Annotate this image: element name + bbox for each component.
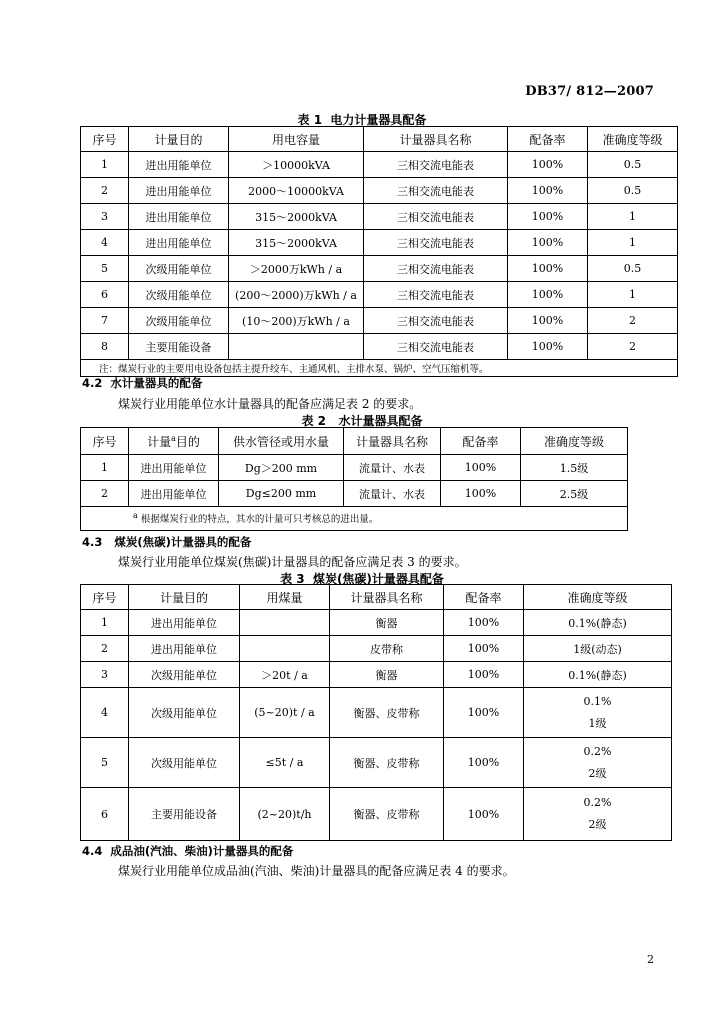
table-cell: 次级用能单位 [129,662,240,688]
table-row [81,230,678,256]
table-cell: 衡器 [330,662,444,688]
table-cell: 三相交流电能表 [364,178,508,204]
table-cell: 1 [81,455,129,481]
table-cell: 进出用能单位 [129,152,229,178]
table-cell: 主要用能设备 [129,334,229,360]
table-cell: 5 [81,738,129,788]
table-cell: 流量计、水表 [344,455,441,481]
table-cell [229,334,364,360]
table-row [81,334,678,360]
table-cell: 100% [508,230,588,256]
table-cell: 主要用能设备 [129,788,240,841]
table-cell: ＞20t / a [240,662,330,688]
table-row [81,178,678,204]
table3-header-row [81,585,672,610]
table1-header-row [81,127,678,152]
table-cell: 进出用能单位 [129,178,229,204]
table-cell: 100% [441,455,521,481]
table1-header: 计量器具名称 [364,127,508,152]
table-cell: 衡器 [330,610,444,636]
table-cell: 100% [444,738,524,788]
table-row [81,738,672,788]
table-cell: 三相交流电能表 [364,152,508,178]
table-cell: 315～2000kVA [229,230,364,256]
table-cell: 1 [588,204,678,230]
table-cell: 皮带称 [330,636,444,662]
table-row [81,610,672,636]
table-cell: 次级用能单位 [129,688,240,738]
table-cell: 1 [81,610,129,636]
table-cell: 1级(动态) [524,636,672,662]
table1-note-row [81,360,678,377]
table-cell: 100% [444,610,524,636]
table-cell: ＞2000万kWh / a [229,256,364,282]
table-cell: 100% [508,256,588,282]
section-4-3-paragraph: 煤炭行业用能单位煤炭(焦碳)计量器具的配备应满足表 3 的要求。 [118,555,467,569]
table-cell-grade: 0.1% 1级 [524,688,672,738]
table1-header: 序号 [81,127,129,152]
table-row [81,481,628,507]
table-row [81,204,678,230]
table3-header: 准确度等级 [524,585,672,610]
table2 [80,427,628,531]
table-cell: (2~20)t/h [240,788,330,841]
table-row [81,308,678,334]
table-cell: 8 [81,334,129,360]
table-cell: (10～200)万kWh / a [229,308,364,334]
table2-header-row [81,428,628,455]
table-cell: 进出用能单位 [129,204,229,230]
section-4-2-paragraph: 煤炭行业用能单位水计量器具的配备应满足表 2 的要求。 [118,397,422,411]
table-cell: 2000～10000kVA [229,178,364,204]
section-4-4-heading: 4.4 成品油(汽油、柴油)计量器具的配备 [82,844,294,858]
table1-note: 注：煤炭行业的主要用电设备包括主提升绞车、主通风机、主排水泵、锅炉、空气压缩机等。 [81,360,678,377]
table-cell: 1.5级 [521,455,628,481]
page-number: 2 [647,953,654,966]
table-cell: 100% [444,636,524,662]
table-cell: 进出用能单位 [129,455,219,481]
table-cell: 1 [81,152,129,178]
table-cell: 100% [444,688,524,738]
table-cell: 2 [81,636,129,662]
table-cell: 3 [81,662,129,688]
section-4-3-heading: 4.3 煤炭(焦碳)计量器具的配备 [82,535,252,549]
table-cell: 次级用能单位 [129,282,229,308]
table-row [81,688,672,738]
table-cell: 1 [588,282,678,308]
section-4-4-paragraph: 煤炭行业用能单位成品油(汽油、柴油)计量器具的配备应满足表 4 的要求。 [118,864,515,878]
table-cell: 4 [81,230,129,256]
table-row [81,256,678,282]
table3-header: 用煤量 [240,585,330,610]
table-cell: 3 [81,204,129,230]
table2-header: 配备率 [441,428,521,455]
table-cell: 次级用能单位 [129,308,229,334]
table2-header: 供水管径或用水量 [219,428,344,455]
table-cell: 三相交流电能表 [364,204,508,230]
table-cell-grade: 0.2% 2级 [524,738,672,788]
table-cell: 2.5级 [521,481,628,507]
table-cell: ≤5t / a [240,738,330,788]
table-cell: 2 [588,308,678,334]
table1 [80,126,678,377]
table1-caption: 表 1 电力计量器具配备 [297,113,427,127]
table2-header: 序号 [81,428,129,455]
table1-header: 用电容量 [229,127,364,152]
table-cell: Dg≤200 mm [219,481,344,507]
table3-header: 计量器具名称 [330,585,444,610]
section-4-2-heading: 4.2 水计量器具的配备 [82,376,203,390]
table2-note: $^a$ 根据煤炭行业的特点，其水的计量可只考核总的进出量。 [81,507,628,531]
table-cell: 0.5 [588,152,678,178]
table-cell: 100% [508,334,588,360]
table-row [81,152,678,178]
table-cell: 6 [81,282,129,308]
table-row [81,282,678,308]
table2-header: 准确度等级 [521,428,628,455]
table-cell: 三相交流电能表 [364,282,508,308]
table3-header: 序号 [81,585,129,610]
table-cell: 100% [508,152,588,178]
table-cell: (200～2000)万kWh / a [229,282,364,308]
table-cell: 0.5 [588,256,678,282]
table-cell: 0.1%(静态) [524,662,672,688]
table-cell: 衡器、皮带称 [330,788,444,841]
table-cell: ＞10000kVA [229,152,364,178]
table-cell: 6 [81,788,129,841]
table-row [81,788,672,841]
table1-header: 准确度等级 [588,127,678,152]
table-cell: 进出用能单位 [129,610,240,636]
table-cell: 100% [441,481,521,507]
table3 [80,584,672,841]
table-cell: 三相交流电能表 [364,308,508,334]
table-cell: 进出用能单位 [129,636,240,662]
table2-note-row [81,507,628,531]
table-cell: 三相交流电能表 [364,256,508,282]
table-cell: 三相交流电能表 [364,230,508,256]
table-cell-grade: 0.2% 2级 [524,788,672,841]
table-cell: 4 [81,688,129,738]
table1-header: 配备率 [508,127,588,152]
table-cell: 1 [588,230,678,256]
table-cell: Dg＞200 mm [219,455,344,481]
table3-caption: 表 3 煤炭(焦碳)计量器具配备 [280,572,444,586]
table-cell: 0.5 [588,178,678,204]
table-cell: 次级用能单位 [129,256,229,282]
table3-header: 计量目的 [129,585,240,610]
table-cell: 100% [508,308,588,334]
table-row [81,455,628,481]
table2-header: 计量$^a$目的 [129,428,219,455]
table-cell: 100% [508,204,588,230]
table2-header: 计量器具名称 [344,428,441,455]
table-cell [240,636,330,662]
table-cell: 100% [444,788,524,841]
table-cell: 100% [444,662,524,688]
table-row [81,636,672,662]
table-cell: 5 [81,256,129,282]
table-cell: 次级用能单位 [129,738,240,788]
table-cell: 100% [508,178,588,204]
table-cell: 0.1%(静态) [524,610,672,636]
table-cell: 2 [81,481,129,507]
table-cell: 2 [588,334,678,360]
table-cell: 2 [81,178,129,204]
table-cell: 315～2000kVA [229,204,364,230]
table-cell: 进出用能单位 [129,481,219,507]
table-cell: 衡器、皮带称 [330,738,444,788]
standard-code: DB37/ 812—2007 [525,84,654,99]
table-cell: 进出用能单位 [129,230,229,256]
table-cell: 7 [81,308,129,334]
table2-caption: 表 2 水计量器具配备 [301,414,423,428]
table-cell: 流量计、水表 [344,481,441,507]
table-cell: 三相交流电能表 [364,334,508,360]
table1-header: 计量目的 [129,127,229,152]
table-cell: (5~20)t / a [240,688,330,738]
table-cell [240,610,330,636]
table-cell: 100% [508,282,588,308]
table-row [81,662,672,688]
table-cell: 衡器、皮带称 [330,688,444,738]
table3-header: 配备率 [444,585,524,610]
